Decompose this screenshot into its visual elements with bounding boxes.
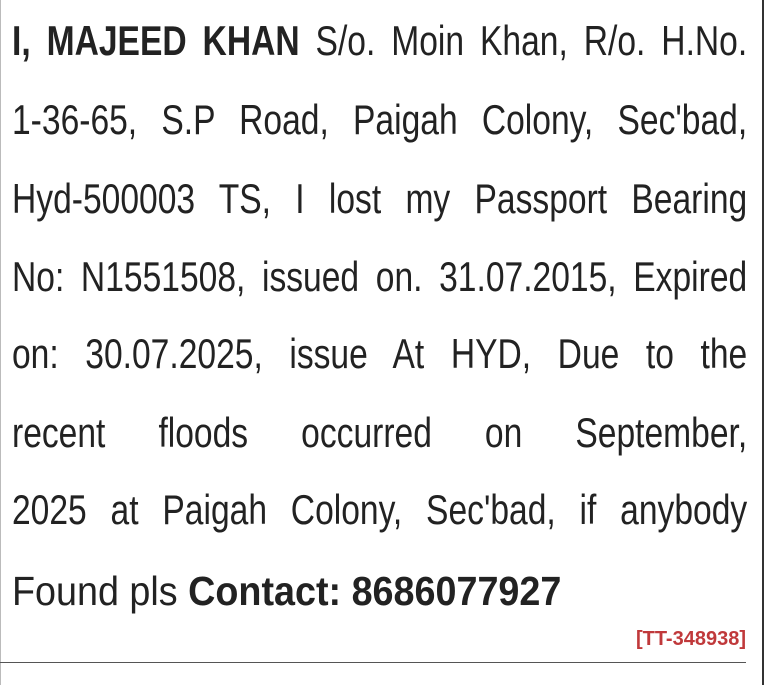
line-text: recent floods occurred on September,	[12, 409, 748, 456]
line-text: S/o. Moin Khan, R/o. H.No.	[299, 17, 748, 64]
notice-line-1	[12, 16, 747, 66]
notice-line-6	[12, 408, 747, 458]
notice-line-4	[12, 252, 747, 302]
border-right	[762, 0, 764, 685]
notice-line-2	[12, 95, 747, 145]
found-text: Found pls	[12, 568, 189, 614]
line-text: 2025 at Paigah Colony, Sec'bad, if anybody	[12, 486, 748, 533]
line-text: 1-36-65, S.P Road, Paigah Colony, Sec'bad,	[12, 96, 748, 143]
contact-line	[12, 566, 561, 616]
ad-code: [TT-348938]	[635, 628, 746, 650]
notice-line-3	[12, 174, 747, 224]
notice-line-7	[12, 485, 747, 535]
bottom-rule	[0, 662, 746, 663]
contact-number: Contact: 8686077927	[188, 568, 562, 614]
line-text: Hyd-500003 TS, I lost my Passport Bearing	[12, 175, 748, 222]
line-text: No: N1551508, issued on. 31.07.2015, Expired	[12, 253, 748, 300]
advertiser-name: I, MAJEED KHAN	[12, 17, 300, 64]
notice-line-5	[12, 329, 747, 379]
line-text: on: 30.07.2025, issue At HYD, Due to the	[12, 330, 748, 377]
border-left	[0, 0, 1, 685]
